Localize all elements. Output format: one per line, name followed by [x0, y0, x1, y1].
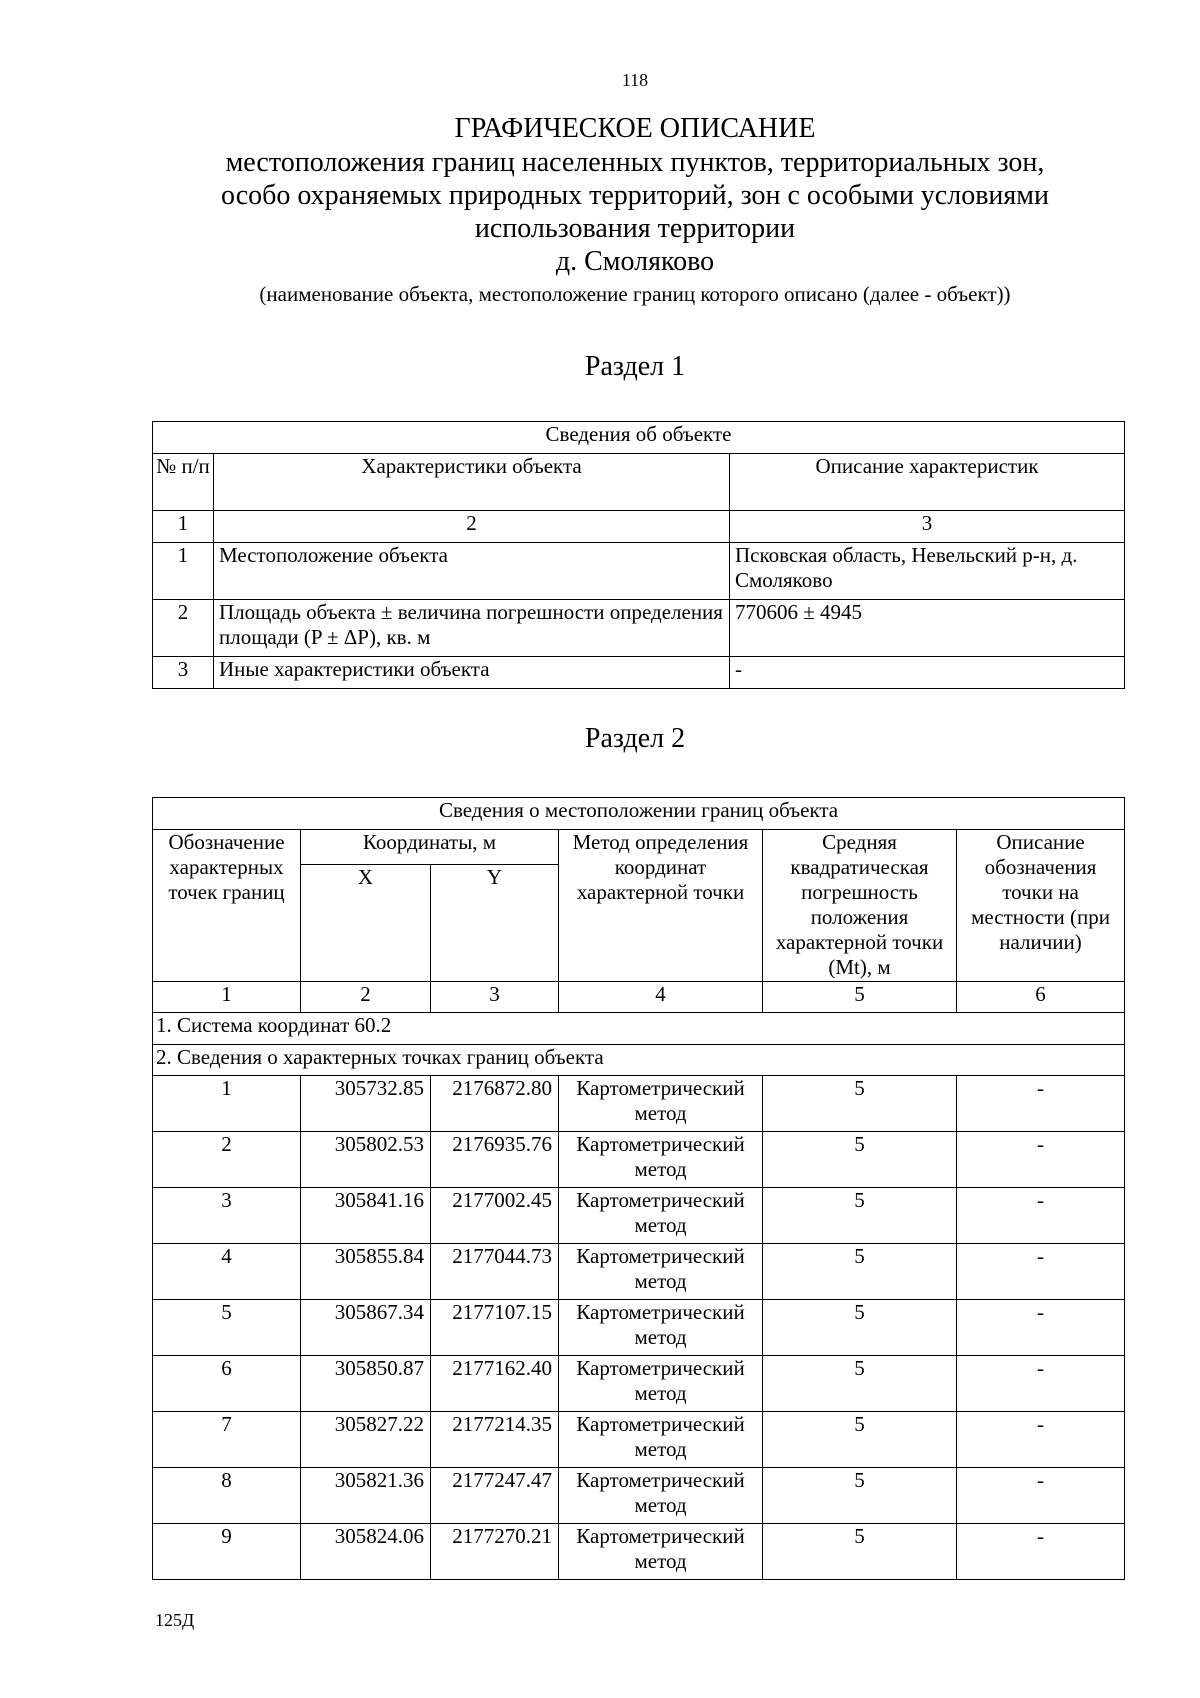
- table-row: [153, 1132, 1125, 1188]
- document-subtitle-line: использования территории: [474, 213, 796, 244]
- point-error: 5: [763, 1468, 957, 1524]
- point-error: 5: [763, 1188, 957, 1244]
- point-description: -: [957, 1132, 1125, 1188]
- document-title: ГРАФИЧЕСКОЕ ОПИСАНИЕ: [454, 113, 816, 144]
- table-row: [153, 657, 1125, 689]
- header-cell-description: Описание характеристик: [730, 454, 1125, 511]
- point-error: 5: [763, 1524, 957, 1580]
- header-cell-y: Y: [431, 865, 559, 982]
- table-row: [153, 1468, 1125, 1524]
- column-number-cell: 3: [431, 982, 559, 1013]
- object-note: (наименование объекта, местоположение границ которого описано (далее - объект)): [259, 282, 1011, 306]
- header-cell-x: X: [301, 865, 431, 982]
- column-number-cell: 3: [730, 511, 1125, 543]
- point-description: -: [957, 1076, 1125, 1132]
- table-row: [153, 1244, 1125, 1300]
- point-error: 5: [763, 1356, 957, 1412]
- point-error: 5: [763, 1132, 957, 1188]
- header-cell-point: Обозначение характерных точек границ: [153, 830, 301, 982]
- row-description: 770606 ± 4945: [730, 600, 1125, 657]
- header-cell-number: № п/п: [153, 454, 214, 511]
- table-row: [153, 543, 1125, 600]
- point-y: 2177270.21: [431, 1524, 559, 1580]
- point-description: -: [957, 1468, 1125, 1524]
- point-number: 2: [153, 1132, 301, 1188]
- point-y: 2176935.76: [431, 1132, 559, 1188]
- table-row: [153, 1412, 1125, 1468]
- point-description: -: [957, 1356, 1125, 1412]
- table-row: [153, 600, 1125, 657]
- table-row: [153, 1300, 1125, 1356]
- row-number: 1: [153, 543, 214, 600]
- points-caption: 2. Сведения о характерных точках границ объекта: [153, 1045, 1125, 1076]
- coordinate-system: 1. Система координат 60.2: [153, 1013, 1125, 1045]
- point-x: 305824.06: [301, 1524, 431, 1580]
- point-x: 305850.87: [301, 1356, 431, 1412]
- point-number: 7: [153, 1412, 301, 1468]
- point-number: 1: [153, 1076, 301, 1132]
- point-description: -: [957, 1300, 1125, 1356]
- page-number: 118: [621, 70, 649, 90]
- point-x: 305802.53: [301, 1132, 431, 1188]
- document-subtitle-line: местоположения границ населенных пунктов, территориальных зон,: [225, 147, 1045, 178]
- row-number: 3: [153, 657, 214, 689]
- point-number: 5: [153, 1300, 301, 1356]
- point-x: 305827.22: [301, 1412, 431, 1468]
- table-caption: Сведения об объекте: [153, 422, 1125, 454]
- point-method: Картометрический метод: [559, 1300, 763, 1356]
- point-number: 3: [153, 1188, 301, 1244]
- section2-title: Раздел 2: [584, 723, 686, 754]
- row-characteristic: Площадь объекта ± величина погрешности определения площади (P ± ΔP), кв. м: [214, 600, 730, 657]
- point-y: 2177107.15: [431, 1300, 559, 1356]
- column-number-cell: 2: [301, 982, 431, 1013]
- point-number: 8: [153, 1468, 301, 1524]
- column-number-cell: 6: [957, 982, 1125, 1013]
- point-number: 9: [153, 1524, 301, 1580]
- point-description: -: [957, 1244, 1125, 1300]
- point-method: Картометрический метод: [559, 1468, 763, 1524]
- table-row: [153, 1524, 1125, 1580]
- table-row: [153, 1356, 1125, 1412]
- point-y: 2177044.73: [431, 1244, 559, 1300]
- point-method: Картометрический метод: [559, 1244, 763, 1300]
- point-x: 305841.16: [301, 1188, 431, 1244]
- point-error: 5: [763, 1412, 957, 1468]
- table-row: [153, 1076, 1125, 1132]
- point-error: 5: [763, 1076, 957, 1132]
- point-y: 2176872.80: [431, 1076, 559, 1132]
- point-method: Картометрический метод: [559, 1188, 763, 1244]
- point-x: 305821.36: [301, 1468, 431, 1524]
- object-info-table: [152, 421, 1125, 689]
- section1-title: Раздел 1: [584, 351, 686, 382]
- column-number-cell: 5: [763, 982, 957, 1013]
- footer-code: 125Д: [155, 1610, 195, 1630]
- row-description: -: [730, 657, 1125, 689]
- point-description: -: [957, 1412, 1125, 1468]
- row-description: Псковская область, Невельский р-н, д. Смоляково: [730, 543, 1125, 600]
- column-number-cell: 1: [153, 982, 301, 1013]
- point-description: -: [957, 1524, 1125, 1580]
- column-number-cell: 2: [214, 511, 730, 543]
- column-number-cell: 4: [559, 982, 763, 1013]
- object-name: д. Смоляково: [555, 246, 715, 277]
- point-method: Картометрический метод: [559, 1076, 763, 1132]
- header-cell-error: Средняя квадратическая погрешность положения характерной точки (Mt), м: [763, 830, 957, 982]
- header-cell-coordinates: Координаты, м: [301, 830, 559, 865]
- point-y: 2177162.40: [431, 1356, 559, 1412]
- document-subtitle-line: особо охраняемых природных территорий, зон с особыми условиями: [221, 180, 1049, 211]
- point-error: 5: [763, 1244, 957, 1300]
- point-method: Картометрический метод: [559, 1412, 763, 1468]
- point-error: 5: [763, 1300, 957, 1356]
- point-description: -: [957, 1188, 1125, 1244]
- header-cell-description: Описание обозначения точки на местности (при наличии): [957, 830, 1125, 982]
- point-number: 4: [153, 1244, 301, 1300]
- point-x: 305867.34: [301, 1300, 431, 1356]
- point-number: 6: [153, 1356, 301, 1412]
- row-characteristic: Иные характеристики объекта: [214, 657, 730, 689]
- header-cell-method: Метод определения координат характерной точки: [559, 830, 763, 982]
- row-characteristic: Местоположение объекта: [214, 543, 730, 600]
- boundary-points-table: [152, 797, 1125, 1580]
- point-method: Картометрический метод: [559, 1524, 763, 1580]
- point-method: Картометрический метод: [559, 1356, 763, 1412]
- point-x: 305732.85: [301, 1076, 431, 1132]
- point-y: 2177214.35: [431, 1412, 559, 1468]
- table-row: [153, 1188, 1125, 1244]
- point-y: 2177002.45: [431, 1188, 559, 1244]
- point-y: 2177247.47: [431, 1468, 559, 1524]
- point-x: 305855.84: [301, 1244, 431, 1300]
- document-heading: [150, 112, 1120, 309]
- header-cell-characteristic: Характеристики объекта: [214, 454, 730, 511]
- table-caption: Сведения о местоположении границ объекта: [153, 798, 1125, 830]
- point-method: Картометрический метод: [559, 1132, 763, 1188]
- column-number-cell: 1: [153, 511, 214, 543]
- row-number: 2: [153, 600, 214, 657]
